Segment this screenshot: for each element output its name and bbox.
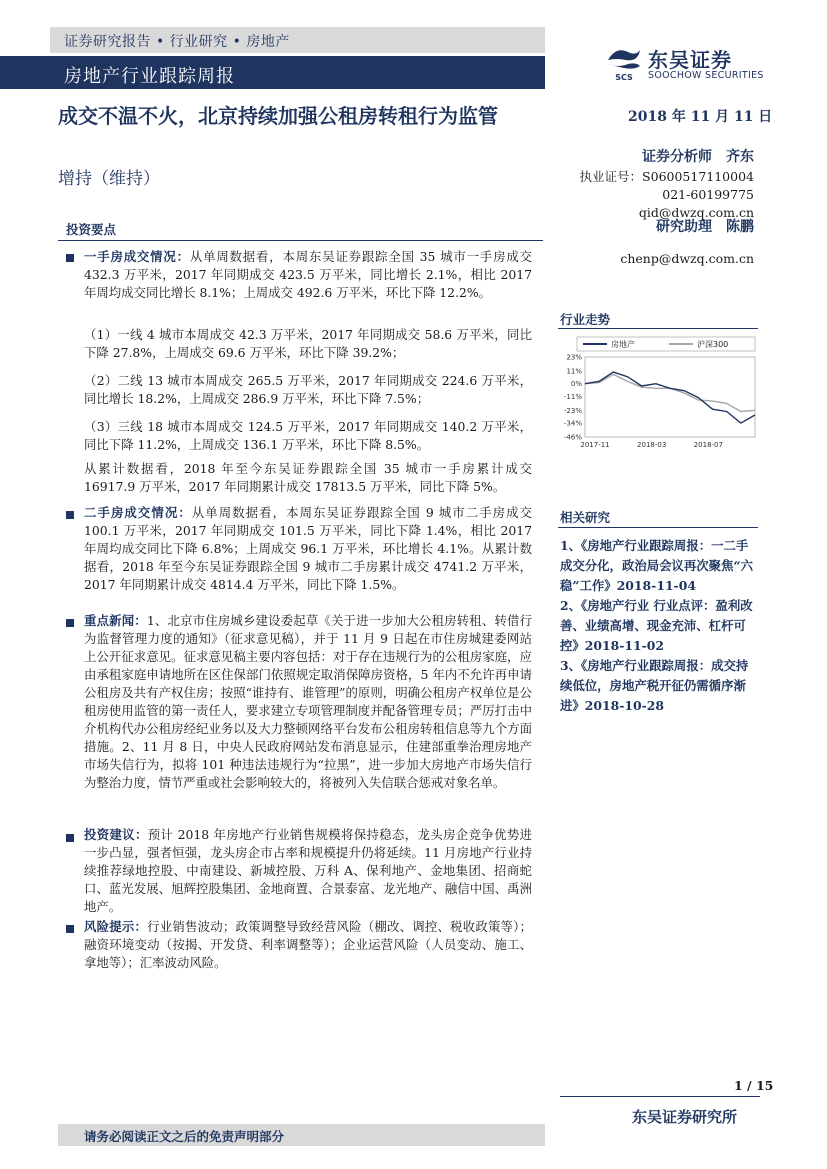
para-tier1: （1）一线 4 城市本周成交 42.3 万平米，2017 年同期成交 58.6 万平米，同比下降 27.8%，上周成交 69.6 万平米，环比下降 39.2%； — [84, 327, 532, 360]
trend-rule — [558, 328, 758, 329]
related-item[interactable]: 2、《房地产行业 行业点评：盈利改善、业绩高增、现金充沛、杠杆可控》2018-11-02 — [560, 598, 753, 653]
para-second-hand — [84, 504, 532, 594]
logo-en: SOOCHOW SECURITIES — [648, 70, 764, 81]
y-tick-label: -11% — [563, 392, 582, 401]
bullet-icon — [66, 619, 74, 627]
chart-y-axis — [564, 354, 755, 442]
chart-series — [585, 372, 755, 423]
y-tick-label: 11% — [566, 367, 582, 376]
disclaimer-text: 请务必阅读正文之后的免责声明部分 — [84, 1129, 285, 1144]
logo-mark-icon — [604, 44, 644, 82]
chart-plot-frame — [585, 357, 755, 437]
trend-heading: 行业走势 — [560, 312, 611, 327]
para-lead: 一手房成交情况： — [84, 249, 190, 264]
analyst-phone: 021-60199775 — [662, 187, 754, 202]
assistant-email[interactable]: chenp@dwzq.com.cn — [620, 251, 754, 266]
bullet-icon — [66, 834, 74, 842]
analyst-name: 证券分析师 齐东 — [642, 149, 754, 165]
para-news — [84, 612, 532, 792]
trend-chart — [555, 335, 760, 455]
related-item[interactable]: 3、《房地产行业跟踪周报：成交持续低位，房地产税开征仍需循序渐进》2018-10-28 — [560, 658, 749, 713]
para-cumulative: 从累计数据看，2018 年至今东吴证券跟踪全国 35 城市一手房累计成交 16917.9 万平米，2017 年同期累计成交 17813.5 万平米，同比下降 5%。 — [84, 461, 532, 494]
para-text: 从单周数据看，本周东吴证券跟踪全国 35 城市一手房成交 432.3 万平米，2017 年同期成交 423.5 万平米，同比增长 2.1%，相比 2017 年周均成交同比增长 8.1%；上周成交 492.6 万平米，环比下降 12.2%。 — [84, 249, 532, 300]
para-first-hand — [84, 248, 532, 302]
related-heading: 相关研究 — [560, 510, 611, 525]
report-series-band — [0, 56, 545, 89]
company-logo — [604, 44, 774, 84]
para-lead: 二手房成交情况： — [84, 505, 192, 520]
chart-x-axis — [580, 441, 723, 449]
para-risk — [84, 918, 532, 972]
disclaimer-band — [58, 1124, 545, 1146]
para-tier3: （3）三线 18 城市本周成交 124.5 万平米，2017 年同期成交 140.2 万平米，同比下降 11.2%，上周成交 136.1 万平米，环比下降 8.5%。 — [84, 419, 532, 452]
related-rule — [558, 527, 758, 528]
series-line — [585, 374, 755, 411]
footer-rule — [560, 1096, 760, 1097]
para-text: 1、北京市住房城乡建设委起草《关于进一步加大公租房转租、转借行为监督管理力度的通知》（征求意见稿），并于 11 月 9 日起在市住房城建委网站上公开征求意见。征求意见稿主要内容包括：对于存在违规行为的公租房家庭，应由承租家庭申请地所在区住保部门依照规定取消保障房资格，5 年内不允许再申请公租房及共有产权住房；按照“谁持有、谁管理”的原则，明确公租房产权单位是公租房使用监管的第一责任人，要求建立专项管理制度并配备管理专员；严厉打击中介机构代办公租房经纪业务以及大力整顿网络平台发布公租房转租信息等九个方面措施。2、11 月 8 日，中央人民政府网站发布消息显示，住建部重拳治理房地产市场失信行为，拟将 101 种违法违规行为“拉黑”，进一步加大房地产市场失信行为整治力度，情节严重或社会影响较大的，将被列入失信联合惩戒对象名单。 — [84, 613, 532, 790]
x-tick-label: 2018-07 — [693, 441, 723, 449]
para-tier2: （2）二线 13 城市本周成交 265.5 万平米，2017 年同期成交 224.6 万平米，同比增长 18.2%，上周成交 286.9 万平米，环比下降 7.5%； — [84, 373, 532, 406]
y-tick-label: -46% — [563, 433, 582, 442]
x-tick-label: 2018-03 — [637, 441, 667, 449]
header-breadcrumb-band — [50, 27, 545, 53]
series-line — [585, 372, 755, 423]
logo-mark-text: SCS — [615, 73, 633, 82]
investment-rule — [58, 240, 543, 241]
para-text: 行业销售波动；政策调整导致经营风险（棚改、调控、税收政策等）；融资环境变动（按揭、开发贷、利率调整等）；企业运营风险（人员变动、施工、拿地等）；汇率波动风险。 — [84, 919, 532, 970]
page-number: 1 / 15 — [734, 1078, 774, 1093]
para-text: 从单周数据看，本周东吴证券跟踪全国 9 城市二手房成交 100.1 万平米，2017 年同期成交 101.5 万平米，同比下降 1.4%，相比 2017 年周均成交同比下降 6.8%；上周成交 96.1 万平米，环比增长 4.1%。从累计数据看，2018 年至今东吴证券跟踪全国 9 城市二手房累计成交 4741.2 万平米，2017 年同期累计成交 4814.4 万平米，同比下降 1.5%。 — [84, 505, 533, 592]
legend-label: 沪深300 — [697, 340, 729, 349]
report-date: 2018 年 11 月 11 日 — [628, 109, 773, 125]
para-advice — [84, 826, 532, 916]
x-tick-label: 2017-11 — [580, 441, 610, 449]
institute-name: 东吴证券研究所 — [632, 1108, 738, 1126]
y-tick-label: 0% — [570, 380, 582, 389]
analyst-license: 执业证号：S0600517110004 — [579, 169, 754, 184]
legend-label: 房地产 — [611, 340, 635, 349]
para-lead: 投资建议： — [84, 827, 148, 842]
rating: 增持（维持） — [58, 169, 160, 189]
chart-legend — [577, 337, 755, 351]
para-text: 预计 2018 年房地产行业销售规模将保持稳态，龙头房企竞争优势进一步凸显，强者恒强，龙头房企市占率和规模提升仍将延续。11 月房地产行业持续推荐绿地控股、中南建设、新城控股、万科 A、保利地产、金地集团、招商蛇口、蓝光发展、旭辉控股集团、金地商置、合景泰富、龙光地产、融信中国、禹洲地产。 — [84, 827, 533, 914]
investment-heading: 投资要点 — [66, 222, 117, 237]
logo-cn: 东吴证券 — [648, 48, 732, 72]
related-item[interactable]: 1、《房地产行业跟踪周报：一二手成交分化，政治局会议再次聚焦“六稳”工作》2018-11-04 — [560, 538, 753, 593]
y-tick-label: -34% — [563, 419, 582, 428]
para-lead: 重点新闻： — [84, 613, 147, 628]
report-title: 成交不温不火，北京持续加强公租房转租行为监管 — [58, 104, 498, 128]
bullet-icon — [66, 925, 74, 933]
y-tick-label: 23% — [566, 353, 582, 362]
assistant-name: 研究助理 陈鹏 — [656, 219, 754, 235]
breadcrumb: 证券研究报告 • 行业研究 • 房地产 — [64, 34, 290, 50]
y-tick-label: -23% — [563, 406, 582, 415]
report-series: 房地产行业跟踪周报 — [64, 66, 235, 87]
bullet-icon — [66, 254, 74, 262]
para-lead: 风险提示： — [84, 919, 148, 934]
bullet-icon — [66, 511, 74, 519]
analyst-email[interactable]: qid@dwzq.com.cn — [638, 205, 754, 220]
